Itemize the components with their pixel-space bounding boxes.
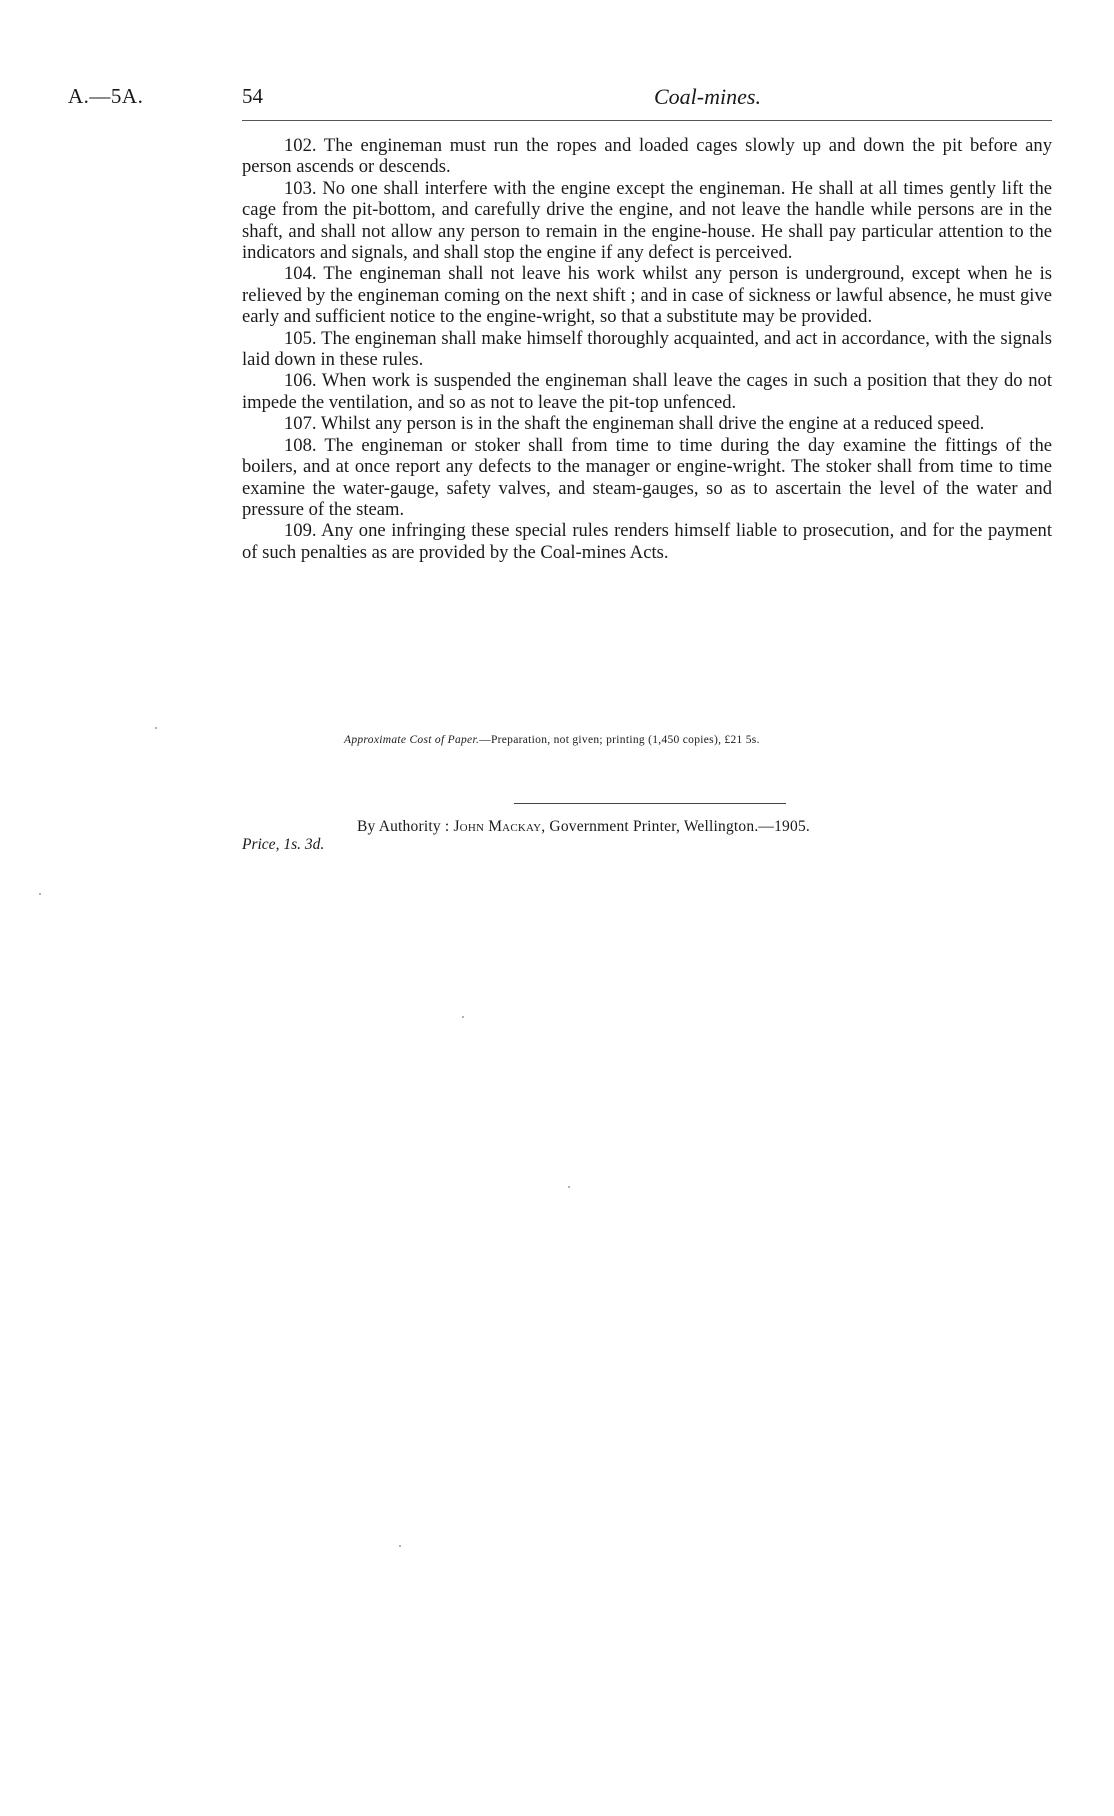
scan-speck — [399, 1545, 401, 1547]
cost-text: —Preparation, not given; printing (1,450 copies), £21 5s. — [479, 734, 760, 746]
imprint-printer: John Mackay — [453, 818, 542, 835]
cost-label: Approximate Cost of Paper. — [344, 734, 480, 746]
header-rule — [242, 120, 1052, 121]
price: Price, 1s. 3d. — [242, 836, 325, 853]
scan-speck — [462, 1016, 464, 1018]
imprint-rule — [514, 803, 786, 804]
scan-speck — [568, 1186, 570, 1188]
scan-speck — [39, 893, 41, 895]
rule-103: 103. No one shall interfere with the engine except the engineman. He shall at all times gently lift the cage from the pit-bottom, and carefully drive the engine, and not leave the handle while persons are in the shaft, and shall not allow any person to remain in the engine-house. He shall pay particular attention to the indicators and signals, and shall stop the engine if any defect is perceived. — [242, 177, 1052, 264]
rule-105: 105. The engineman shall make himself thoroughly acquainted, and act in accordance, with the signals laid down in these rules. — [242, 327, 1052, 371]
imprint — [357, 818, 810, 836]
cost-note — [344, 734, 760, 746]
rule-106: 106. When work is suspended the engineman shall leave the cages in such a position that they do not impede the ventilation, and so as not to leave the pit-top unfenced. — [242, 370, 1052, 413]
rule-107: 107. Whilst any person is in the shaft the engineman shall drive the engine at a reduced speed. — [284, 413, 985, 435]
running-title: Coal-mines. — [654, 84, 761, 109]
scan-speck — [155, 727, 157, 729]
rule-109: 109. Any one infringing these special rules renders himself liable to prosecution, and for the payment of such penalties as are provided by the Coal-mines Acts. — [242, 520, 1052, 563]
document-reference: A.—5A. — [68, 84, 144, 108]
imprint-prefix: By Authority : — [357, 818, 454, 835]
rule-108: 108. The engineman or stoker shall from time to time during the day examine the fittings of the boilers, and at once report any defects to the manager or engine-wright. The stoker shall from time to time examine the water-gauge, safety valves, and steam-gauges, so as to ascertain the level of the water and pressure of the steam. — [242, 434, 1052, 520]
imprint-suffix: , Government Printer, Wellington.—1905. — [541, 818, 810, 835]
page-header — [68, 84, 1054, 114]
rules-body — [242, 135, 1052, 563]
page-number: 54 — [242, 84, 263, 108]
rule-104: 104. The engineman shall not leave his work whilst any person is underground, except when he is relieved by the engineman coming on the next shift ; and in case of sickness or lawful absence, he must give early and sufficient notice to the engine-wright, so that a substitute may be provided. — [242, 263, 1052, 328]
rule-102: 102. The engineman must run the ropes and loaded cages slowly up and down the pit before any person ascends or descends. — [242, 135, 1052, 178]
